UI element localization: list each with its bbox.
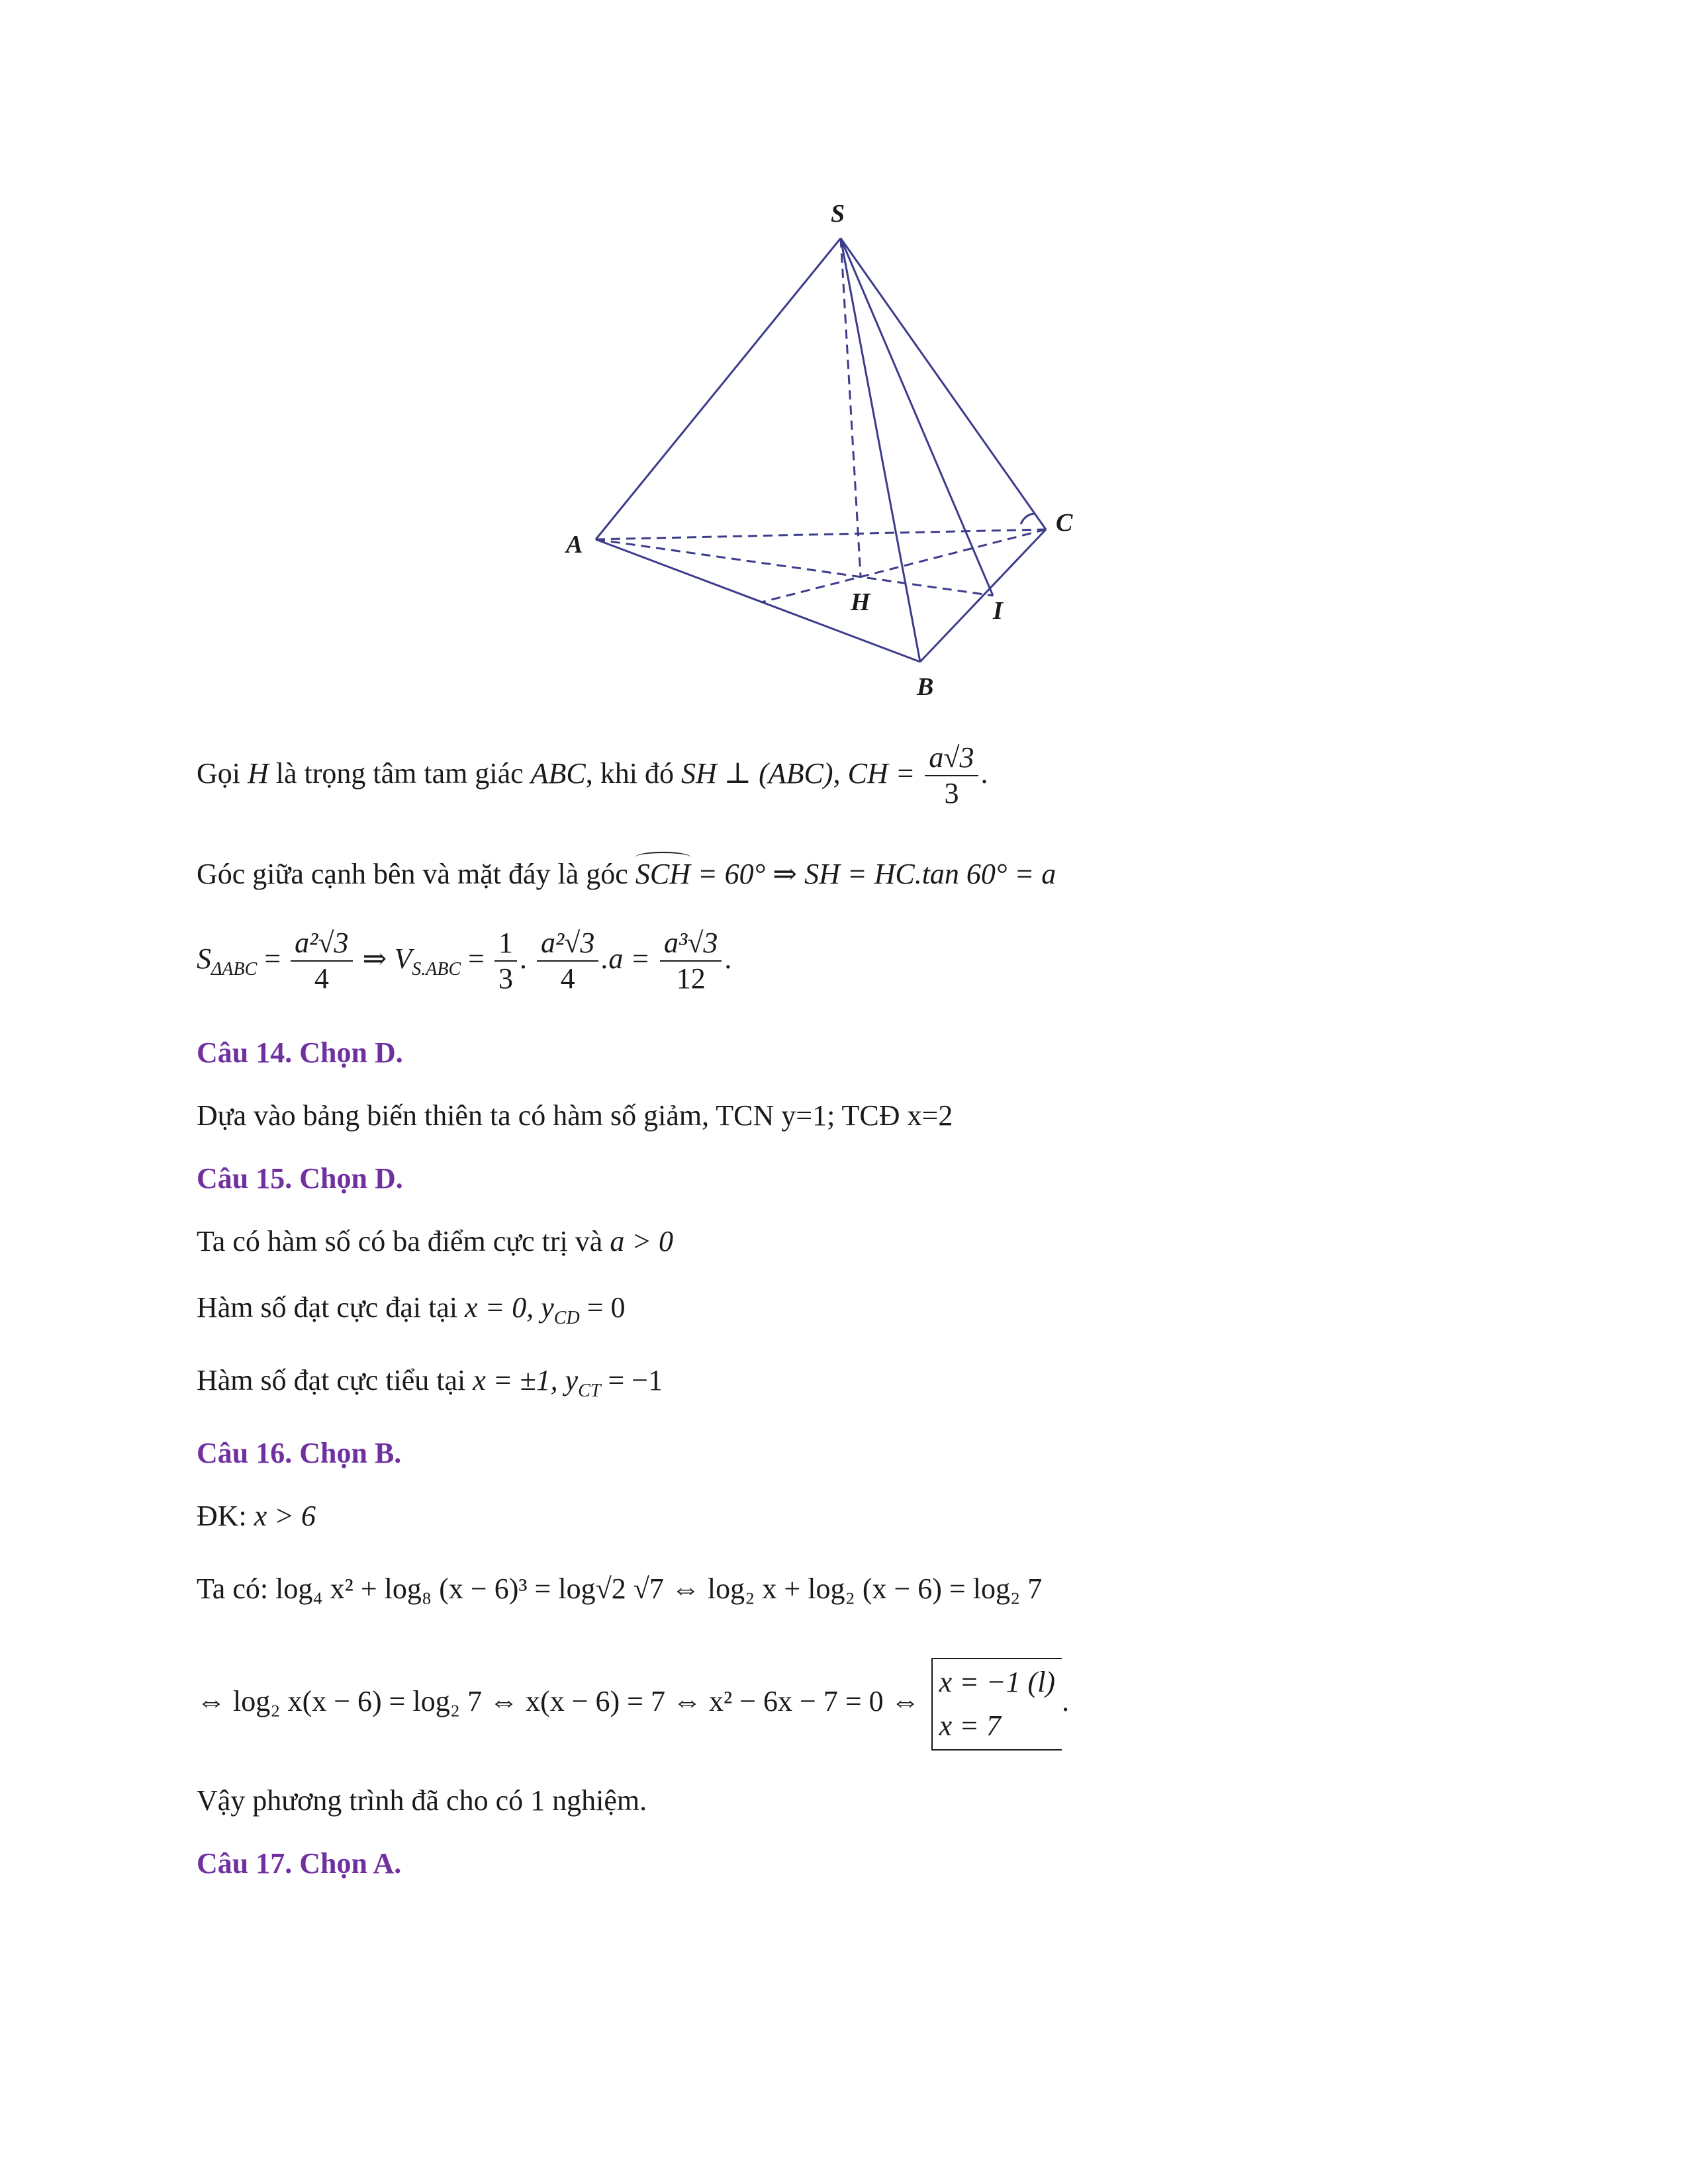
- area-symbol: S: [197, 942, 211, 975]
- label-a: A: [566, 531, 583, 559]
- angle-mark-c: [1021, 514, 1034, 524]
- question-15-heading: Câu 15. Chọn D.: [197, 1162, 403, 1195]
- question-16-equation-1: Ta có: log₄ x² + log₈ (x − 6)³ = log√2 √7 ⇔ log₂ x + log₂ (x − 6) = log₂ 7: [197, 1572, 1043, 1605]
- var-abc: ABC: [530, 756, 586, 790]
- fraction-denominator: 3: [944, 776, 959, 809]
- comma: ,: [833, 756, 841, 790]
- question-14-text: Dựa vào bảng biến thiên ta có hàm số giảm, TCN y=1; TCĐ x=2: [197, 1099, 953, 1132]
- edge-ab: [596, 539, 920, 662]
- question-17-heading: Câu 17. Chọn A.: [197, 1847, 402, 1880]
- question-16-equation-2: [197, 1658, 1069, 1751]
- fraction-denominator: 12: [676, 962, 706, 995]
- label-b: B: [917, 673, 934, 701]
- angle-formula: = 60° ⇒ SH = HC.tan 60° = a: [690, 858, 1056, 890]
- pyramid-figure: [0, 0, 1688, 728]
- segment-c-mid-ab: [761, 529, 1046, 602]
- implies: ⇒: [362, 942, 387, 975]
- subscript: CT: [578, 1381, 601, 1401]
- segment-ai: [596, 539, 993, 596]
- math: x = 0, y: [465, 1291, 554, 1324]
- root-1: x = −1 (l): [939, 1666, 1056, 1698]
- text: Hàm số đạt cực đại tại: [197, 1291, 465, 1324]
- question-16-conclusion: Vậy phương trình đã cho có 1 nghiệm.: [197, 1784, 647, 1817]
- fraction-numerator: a²√3: [291, 927, 352, 962]
- question-15-line-3: [197, 1363, 663, 1402]
- text: là trọng tâm tam giác: [268, 756, 531, 790]
- edge-bc: [920, 529, 1046, 662]
- equation: ⇔ log₂ x(x − 6) = log₂ 7 ⇔ x(x − 6) = 7 ⇔ x² − 6x − 7 = 0 ⇔: [197, 1685, 920, 1718]
- angle-sch: SCH: [635, 858, 690, 890]
- angle-statement: [197, 857, 1056, 891]
- math: a > 0: [610, 1225, 674, 1257]
- math: x = ±1, y: [473, 1364, 579, 1396]
- edge-sa: [596, 238, 841, 539]
- question-15-line-2: [197, 1291, 626, 1329]
- question-16-condition: [197, 1499, 316, 1533]
- text: Gọi: [197, 756, 248, 790]
- volume-subscript: S.ABC: [412, 958, 461, 979]
- third-fraction: [494, 927, 517, 996]
- area-fraction-2: [537, 927, 598, 996]
- period: .: [724, 942, 732, 975]
- edge-ac-hidden: [596, 529, 1046, 539]
- volume-formula: $S_{\Delta ABC}$ = $\frac{\text{a²√3}}{4}$ ⇒ $V_{S.ABC}$ = $\frac{1}{3}$ . $\frac{\text{a²√3}}{4}$ .a = $\frac{\text{a³√3}}{12}$ .: [197, 927, 731, 996]
- edge-si: [841, 238, 993, 596]
- label-s: S: [831, 200, 845, 228]
- volume-symbol: V: [394, 942, 412, 975]
- subscript: CD: [553, 1308, 580, 1328]
- volume-fraction: [660, 927, 722, 996]
- ch-fraction: [925, 741, 978, 811]
- fraction-denominator: 3: [498, 962, 513, 995]
- math: x > 6: [254, 1500, 316, 1532]
- perpendicular-formula: SH ⊥ (ABC): [681, 756, 833, 790]
- text: Ta có hàm số có ba điểm cực trị và: [197, 1225, 610, 1257]
- root-2: x = 7: [939, 1709, 1001, 1742]
- area-subscript: ΔABC: [211, 958, 258, 979]
- fraction-denominator: 4: [560, 962, 575, 995]
- period: .: [1062, 1685, 1070, 1718]
- label-i: I: [993, 597, 1003, 625]
- math-end: = 0: [579, 1291, 626, 1324]
- ch-label: CH =: [847, 756, 915, 790]
- area-fraction: [291, 927, 352, 996]
- period: .: [980, 756, 988, 790]
- var-h: H: [248, 756, 269, 790]
- question-15-line-1: [197, 1224, 673, 1258]
- solution-bracket: [931, 1658, 1062, 1751]
- times-a: .a =: [601, 942, 651, 975]
- label-c: C: [1056, 509, 1073, 537]
- text: Hàm số đạt cực tiểu tại: [197, 1364, 473, 1396]
- fraction-numerator: 1: [494, 927, 517, 962]
- math-end: = −1: [600, 1364, 663, 1396]
- text: Góc giữa cạnh bên và mặt đáy là góc: [197, 858, 635, 890]
- text: ĐK:: [197, 1500, 254, 1532]
- question-14-heading: Câu 14. Chọn D.: [197, 1036, 403, 1069]
- centroid-statement: [197, 741, 988, 811]
- edge-sc: [841, 238, 1046, 529]
- fraction-numerator: a√3: [925, 741, 978, 776]
- equals: =: [264, 942, 281, 975]
- label-h: H: [851, 588, 870, 616]
- text: , khi đó: [585, 756, 681, 790]
- question-16-heading: Câu 16. Chọn B.: [197, 1437, 402, 1469]
- fraction-numerator: a²√3: [537, 927, 598, 962]
- fraction-denominator: 4: [314, 962, 329, 995]
- fraction-numerator: a³√3: [660, 927, 722, 962]
- equals: =: [468, 942, 485, 975]
